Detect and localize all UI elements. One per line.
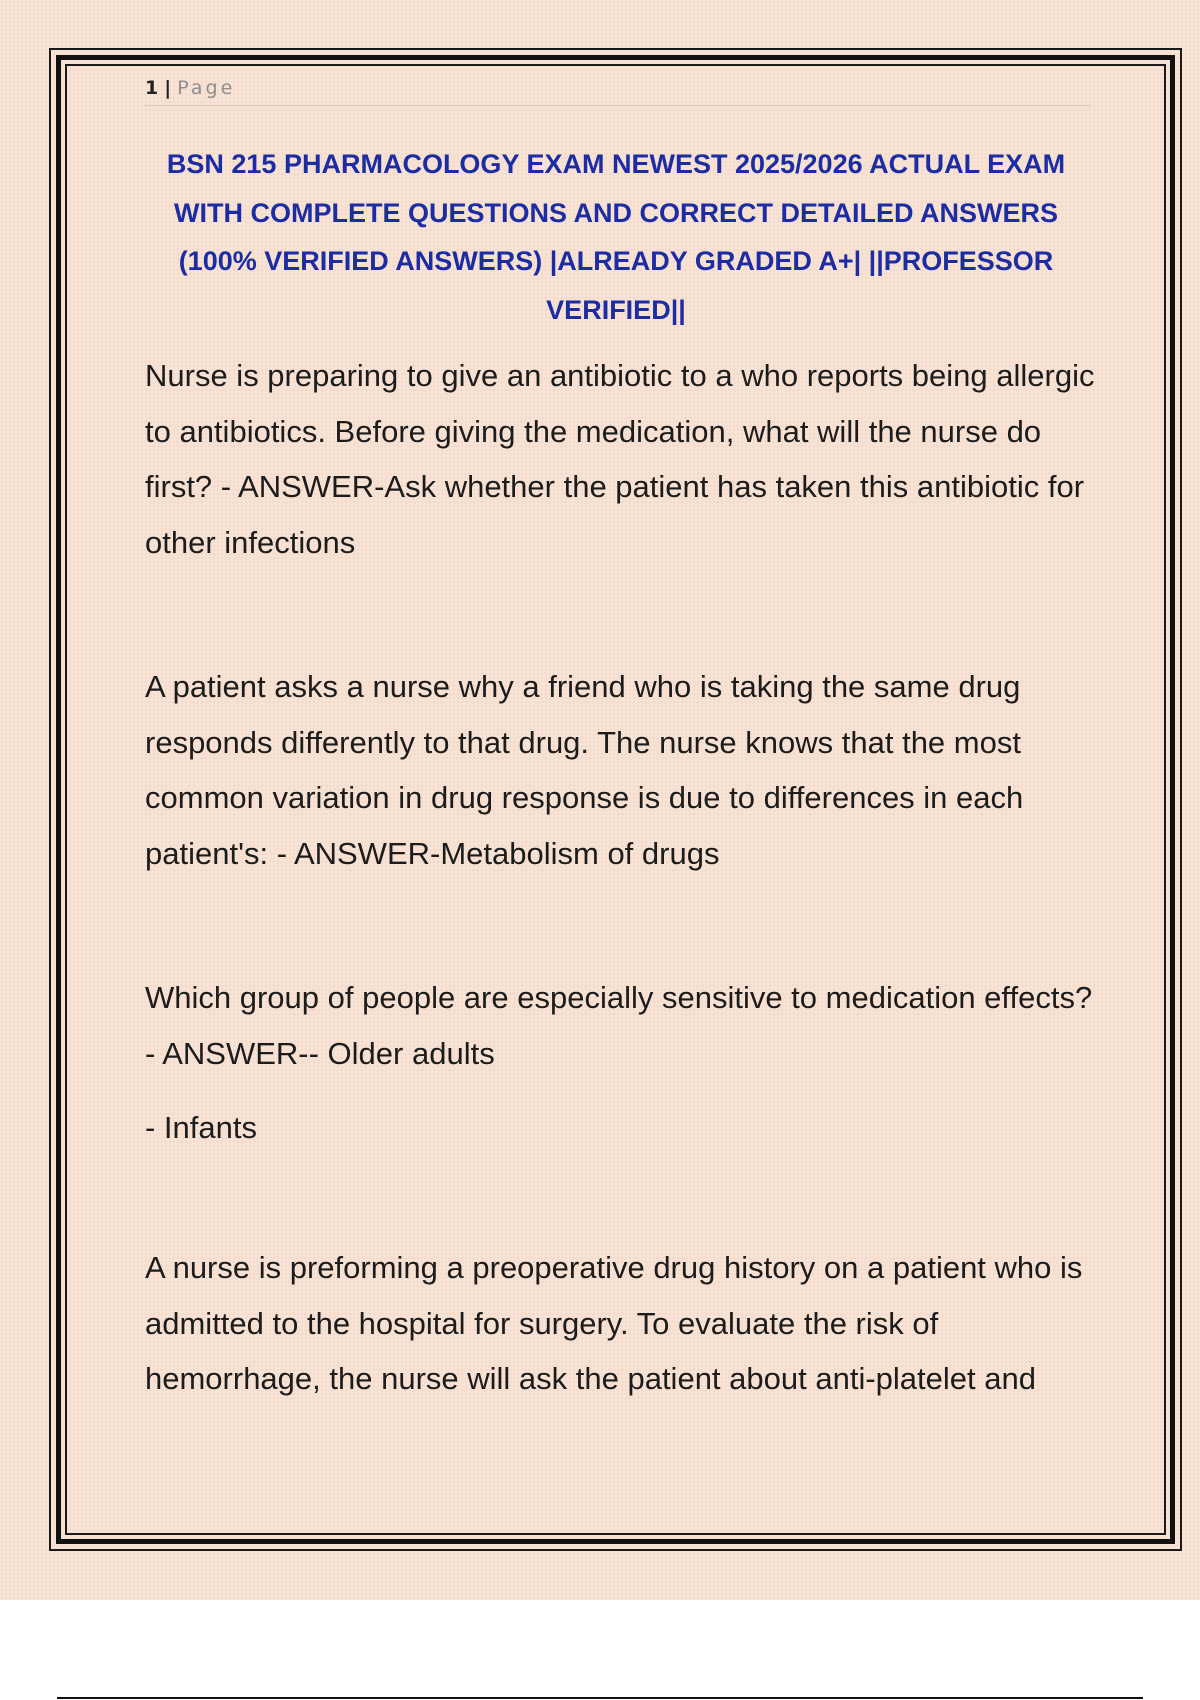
bottom-divider — [57, 1697, 1143, 1699]
page-header — [145, 74, 1090, 106]
question-answer-4: A nurse is preforming a preoperative drug history on a patient who is admitted to the hospital for surgery. To evaluate the risk of hemorrhage, the nurse will ask the patient about anti-platelet and — [145, 1250, 1083, 1397]
question-answer-2: A patient asks a nurse why a friend who is taking the same drug responds differently to that drug. The nurse knows that the most common variation in drug response is due to differences in each patient's: - ANSWER-Metabolism of drugs — [145, 669, 1024, 872]
page-number: 1 — [145, 77, 159, 99]
document-title: BSN 215 PHARMACOLOGY EXAM NEWEST 2025/2026 ACTUAL EXAM WITH COMPLETE QUESTIONS AND CORRECT DETAILED ANSWERS (100% VERIFIED ANSWERS) |ALREADY GRADED A+| ||PROFESSOR VERIFIED|| — [166, 149, 1066, 325]
question-answer-1: Nurse is preparing to give an antibiotic to a who reports being allergic to antibiotics. Before giving the medication, what will the nurse do first? - ANSWER-Ask whether the patient has taken this antibiotic for other infections — [145, 358, 1095, 561]
question-answer-3-continuation: - Infants — [145, 1110, 257, 1145]
page-label: Page — [177, 77, 236, 99]
question-answer-3: Which group of people are especially sensitive to medication effects? - ANSWER-- Older adults — [145, 980, 1093, 1071]
page-header-separator: | — [164, 77, 172, 99]
